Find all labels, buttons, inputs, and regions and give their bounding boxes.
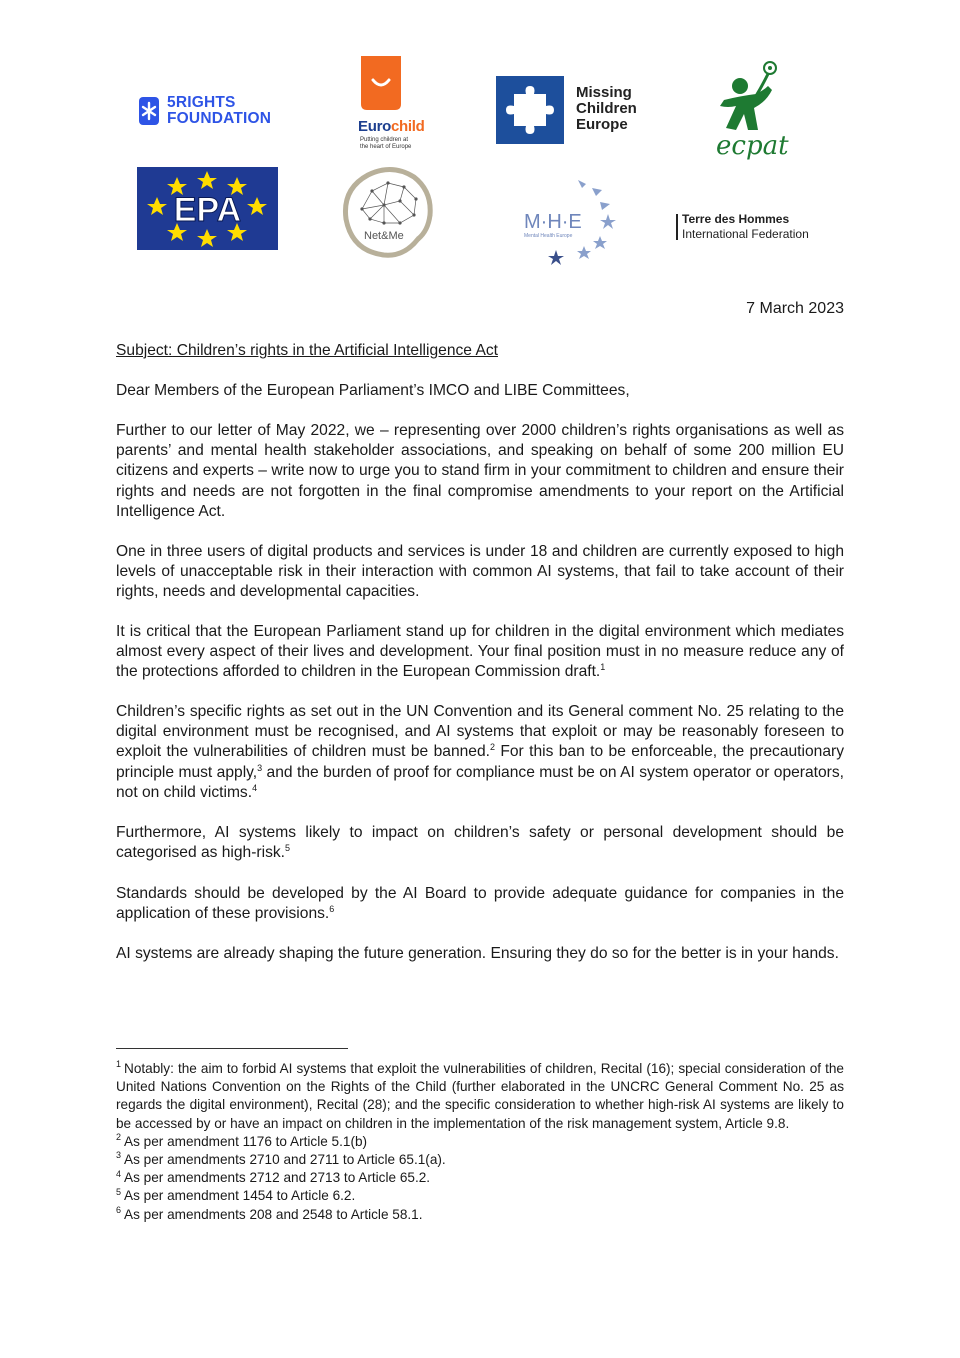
eurochild-name-b: child bbox=[390, 118, 425, 135]
logo-net-and-me bbox=[340, 165, 438, 261]
net-me-brain-icon bbox=[340, 165, 438, 261]
puzzle-piece-icon bbox=[496, 76, 564, 144]
footnote-4: $^4$ As per amendments 2712 and 2713 to Article 65.2. bbox=[116, 1168, 431, 1186]
mce-line3: Europe bbox=[576, 116, 628, 133]
epa-wordmark: EPA bbox=[173, 191, 242, 229]
paragraph-6-text: Standards should be developed by the AI Board to provide adequate guidance for companies in the application of these provisions. bbox=[116, 885, 844, 923]
subject-line bbox=[116, 341, 844, 361]
ecpat-wordmark: ecpat bbox=[716, 131, 789, 160]
paragraph-4 bbox=[116, 702, 844, 803]
epa-stars-icon bbox=[137, 167, 278, 250]
eurochild-mark-icon bbox=[359, 56, 403, 110]
paragraph-1: Further to our letter of May 2022, we – representing over 2000 children’s rights organisations as well as parents’ and mental health stakeholder associations, and speaking on behalf of some 200 million EU citizens and experts – write now to urge you to stand firm in your commitment to children and ensure their rights and needs are not forgotten in the final compromise amendments to your report on the Artificial Intelligence Act. bbox=[116, 422, 844, 520]
logo-mental-health-europe bbox=[522, 174, 622, 268]
mhe-wordmark: M·H·E bbox=[524, 211, 582, 233]
paragraph-4-text-a: Children’s specific rights as set out in the UN Convention and its General comment No. 25 relating to the digital environment must be recognised, and AI systems that exploit or may be reasonably foreseen to exploit the vulnerabilities of children must be banned. bbox=[116, 703, 844, 761]
footnote-ref-4[interactable]: 4 bbox=[252, 782, 258, 793]
footnote-1: $^1$ Notably: the aim to forbid AI systems that exploit the vulnerabilities of children, Recital (16); special consideration of the United Nations Convention on the Rights of the Child (further elaborated in the UNCRC General Comment No. 25 as regards the digital environment), Recital (28); and the specific consideration to whether high-risk AI systems are likely to be accessed by or have an impact on children in the implementation of the risk management system, Article 9.8. bbox=[116, 1059, 844, 1131]
paragraph-5-text: Furthermore, AI systems likely to impact on children’s safety or personal development should be categorised as high-risk. bbox=[116, 824, 844, 862]
paragraph-2: One in three users of digital products and services is under 18 and children are currently exposed to high levels of unacceptable risk in their interaction with common AI systems, that fail to take account of their rights, needs and developmental capacities. bbox=[116, 543, 844, 601]
mhe-stars-birds-icon bbox=[522, 174, 622, 268]
tdh-line2: International Federation bbox=[682, 227, 809, 241]
footnote-ref-1[interactable]: 1 bbox=[600, 662, 606, 673]
footnote-ref-2[interactable]: 2 bbox=[489, 742, 495, 753]
footnote-ref-6[interactable]: 6 bbox=[329, 904, 335, 915]
net-me-wordmark: Net&Me bbox=[364, 230, 404, 242]
logo-eurochild bbox=[356, 56, 436, 156]
footnote-separator bbox=[116, 1048, 348, 1049]
mce-line1: Missing bbox=[576, 84, 632, 101]
salutation: Dear Members of the European Parliament’s IMCO and LIBE Committees, bbox=[116, 382, 630, 399]
mhe-tagline: Mental Health Europe bbox=[524, 233, 573, 239]
footnote-3: $^3$ As per amendments 2710 and 2711 to Article 65.1(a). bbox=[116, 1150, 446, 1168]
5rights-mark-icon bbox=[138, 96, 160, 126]
paragraph-4-text-b: For this ban to be enforceable, the precautionary principle must apply, bbox=[116, 743, 844, 781]
footnote-2: $^2$ As per amendment 1176 to Article 5.1(b) bbox=[116, 1132, 368, 1149]
paragraph-4-text-c: and the burden of proof for compliance must be on AI system operator or operators, not on child victims. bbox=[116, 763, 844, 801]
paragraph-5 bbox=[116, 823, 844, 863]
eurochild-tagline-2: the heart of Europe bbox=[360, 144, 412, 150]
logo-missing-children-europe bbox=[496, 76, 648, 144]
logo-ecpat bbox=[712, 56, 796, 160]
footnote-5: $^5$ As per amendment 1454 to Article 6.2. bbox=[116, 1186, 356, 1204]
logo-epa bbox=[137, 167, 278, 250]
mce-line2: Children bbox=[576, 100, 637, 117]
subject-text: Children’s rights in the Artificial Intelligence Act bbox=[172, 342, 498, 359]
5rights-line1: 5RIGHTS bbox=[167, 94, 236, 111]
logo-terre-des-hommes bbox=[676, 212, 826, 242]
paragraph-7: AI systems are already shaping the future generation. Ensuring they do so for the better is in your hands. bbox=[116, 945, 839, 962]
eurochild-name-a: Euro bbox=[358, 118, 391, 135]
footnotes bbox=[116, 1060, 844, 1224]
footnote-ref-5[interactable]: 5 bbox=[285, 843, 291, 854]
paragraph-3 bbox=[116, 622, 844, 683]
subject-label: Subject: bbox=[116, 342, 173, 359]
letter-date: 7 March 2023 bbox=[746, 300, 844, 317]
tdh-bar bbox=[676, 214, 678, 240]
tdh-line1: Terre des Hommes bbox=[682, 212, 790, 226]
footnote-ref-3[interactable]: 3 bbox=[257, 762, 263, 773]
eurochild-tagline-1: Putting children at bbox=[360, 137, 409, 143]
5rights-line2: FOUNDATION bbox=[167, 110, 272, 127]
paragraph-3-text: It is critical that the European Parliament stand up for children in the digital environment which mediates almost every aspect of their lives and development. Your final position must in no measure reduce any of the protections afforded to children in the European Commission draft. bbox=[116, 623, 844, 681]
ecpat-figure-icon bbox=[712, 56, 796, 160]
footnote-6: $^6$ As per amendments 208 and 2548 to Article 58.1. bbox=[116, 1205, 423, 1222]
paragraph-6 bbox=[116, 884, 844, 924]
logo-5rights-foundation bbox=[138, 94, 278, 130]
